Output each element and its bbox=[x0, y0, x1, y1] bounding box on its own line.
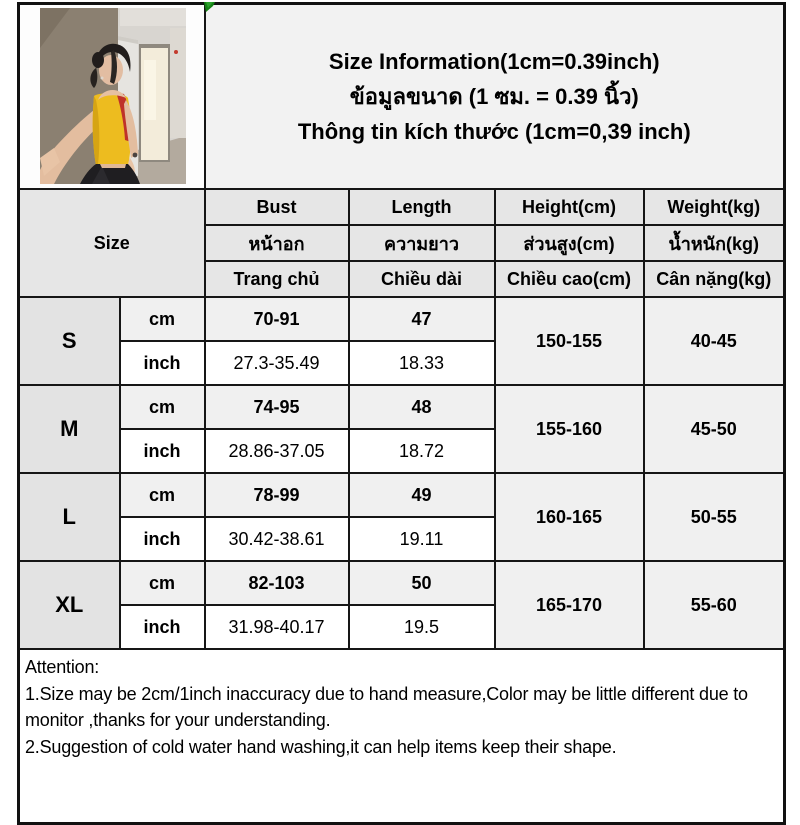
weight-value: 55-60 bbox=[644, 561, 785, 649]
attention-note-2: 2.Suggestion of cold water hand washing,it can help items keep their shape. bbox=[25, 736, 617, 757]
length-inch-value: 19.5 bbox=[349, 605, 495, 649]
size-label-l: L bbox=[19, 473, 120, 561]
size-header: Size bbox=[19, 189, 205, 297]
col-length-vi: Chiều dài bbox=[349, 261, 495, 297]
bust-cm-value: 70-91 bbox=[205, 297, 349, 341]
length-cm-value: 49 bbox=[349, 473, 495, 517]
bust-cm-value: 82-103 bbox=[205, 561, 349, 605]
unit-inch: inch bbox=[120, 429, 205, 473]
model-photo-illustration bbox=[40, 8, 186, 184]
attention-cell bbox=[19, 649, 785, 824]
title-th: ข้อมูลขนาด (1 ซม. = 0.39 นิ้ว) bbox=[349, 84, 639, 109]
top-section bbox=[19, 4, 785, 190]
height-value: 150-155 bbox=[495, 297, 644, 385]
col-weight-vi: Cân nặng(kg) bbox=[644, 261, 785, 297]
bust-inch-value: 27.3-35.49 bbox=[205, 341, 349, 385]
header-row-en bbox=[19, 189, 785, 225]
length-cm-value: 48 bbox=[349, 385, 495, 429]
col-bust-th: หน้าอก bbox=[205, 225, 349, 261]
title-vi: Thông tin kích thước (1cm=0,39 inch) bbox=[297, 119, 691, 144]
weight-value: 40-45 bbox=[644, 297, 785, 385]
height-value: 160-165 bbox=[495, 473, 644, 561]
col-bust-vi: Trang chủ bbox=[205, 261, 349, 297]
size-chart-table bbox=[17, 2, 786, 825]
row-m-cm bbox=[19, 385, 785, 429]
size-label-xl: XL bbox=[19, 561, 120, 649]
green-wedge-artifact bbox=[204, 2, 215, 12]
unit-cm: cm bbox=[120, 385, 205, 429]
unit-inch: inch bbox=[120, 605, 205, 649]
length-cm-value: 50 bbox=[349, 561, 495, 605]
col-height-en: Height(cm) bbox=[495, 189, 644, 225]
product-photo bbox=[40, 8, 186, 184]
attention-heading: Attention: bbox=[25, 657, 100, 677]
unit-cm: cm bbox=[120, 297, 205, 341]
title-cell bbox=[205, 4, 785, 190]
product-photo-cell bbox=[19, 4, 205, 190]
bust-cm-value: 74-95 bbox=[205, 385, 349, 429]
col-weight-th: น้ำหนัก(kg) bbox=[644, 225, 785, 261]
length-cm-value: 47 bbox=[349, 297, 495, 341]
length-inch-value: 19.11 bbox=[349, 517, 495, 561]
col-length-en: Length bbox=[349, 189, 495, 225]
height-value: 155-160 bbox=[495, 385, 644, 473]
attention-section bbox=[19, 649, 785, 824]
col-height-th: ส่วนสูง(cm) bbox=[495, 225, 644, 261]
row-l-cm bbox=[19, 473, 785, 517]
size-label-s: S bbox=[19, 297, 120, 385]
row-s-cm bbox=[19, 297, 785, 341]
weight-value: 50-55 bbox=[644, 473, 785, 561]
length-inch-value: 18.33 bbox=[349, 341, 495, 385]
bust-cm-value: 78-99 bbox=[205, 473, 349, 517]
bust-inch-value: 28.86-37.05 bbox=[205, 429, 349, 473]
row-xl-cm bbox=[19, 561, 785, 605]
col-height-vi: Chiều cao(cm) bbox=[495, 261, 644, 297]
unit-inch: inch bbox=[120, 517, 205, 561]
col-bust-en: Bust bbox=[205, 189, 349, 225]
attention-note-1: 1.Size may be 2cm/1inch inaccuracy due to hand measure,Color may be little different due to monitor ,thanks for your understanding. bbox=[25, 683, 748, 730]
weight-value: 45-50 bbox=[644, 385, 785, 473]
unit-cm: cm bbox=[120, 473, 205, 517]
col-length-th: ความยาว bbox=[349, 225, 495, 261]
title-en: Size Information(1cm=0.39inch) bbox=[328, 49, 660, 74]
unit-cm: cm bbox=[120, 561, 205, 605]
length-inch-value: 18.72 bbox=[349, 429, 495, 473]
height-value: 165-170 bbox=[495, 561, 644, 649]
bust-inch-value: 31.98-40.17 bbox=[205, 605, 349, 649]
col-weight-en: Weight(kg) bbox=[644, 189, 785, 225]
bust-inch-value: 30.42-38.61 bbox=[205, 517, 349, 561]
unit-inch: inch bbox=[120, 341, 205, 385]
size-label-m: M bbox=[19, 385, 120, 473]
